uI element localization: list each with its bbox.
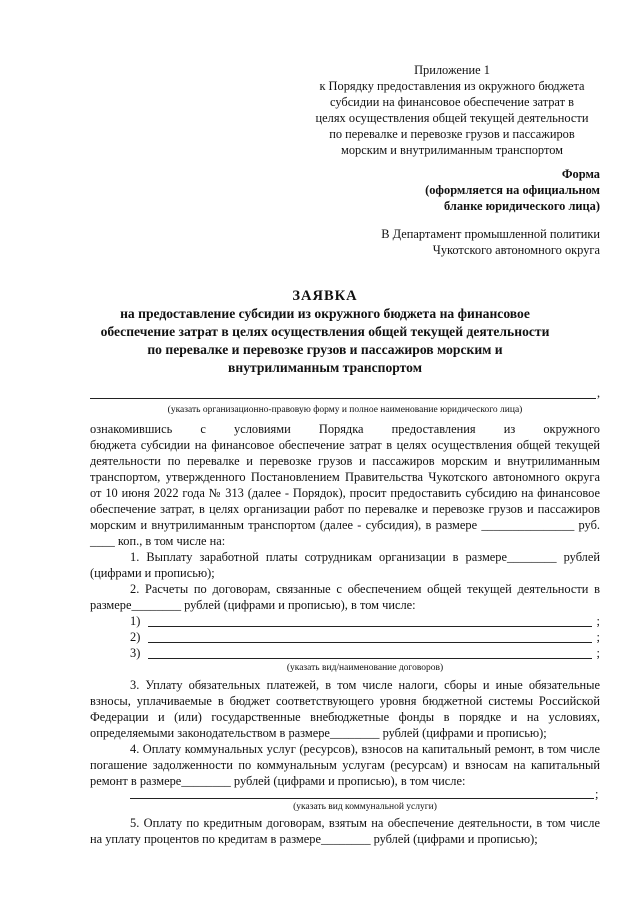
contract-row-end: ; xyxy=(596,630,600,644)
contracts-hint: (указать вид/наименование договоров) xyxy=(286,663,444,673)
contract-row-end: ; xyxy=(596,646,600,660)
title-main: ЗАЯВКА xyxy=(292,288,358,304)
form-note-line: бланке юридического лица) xyxy=(444,199,600,213)
form-note xyxy=(360,166,600,214)
item-4-utilities: 4. Оплату коммунальных услуг (ресурсов), взносов на капитальный ремонт, в том числе погашение задолженности по коммунальным услугам (ресурсам) и взносам на капитальный ремонт в размере________ рублей (цифрами и прописью), в том числе: xyxy=(90,742,600,788)
addressee-line: Чукотского автономного округа xyxy=(432,243,600,257)
title-line: по перевалке и перевозке грузов и пассажиров морским и xyxy=(147,342,503,357)
form-note-line: Форма xyxy=(561,167,600,181)
utility-hint: (указать вид коммунальной услуги) xyxy=(293,802,437,812)
document-title xyxy=(90,287,560,377)
contract-row-number: 3) xyxy=(130,646,141,660)
appendix-line: морским и внутрилиманным транспортом xyxy=(340,143,563,157)
form-note-line: (оформляется на официальном xyxy=(425,183,600,197)
appendix-line: Приложение 1 xyxy=(414,63,490,77)
utility-line-end: ; xyxy=(595,787,599,801)
item-5-loans: 5. Оплату по кредитным договорам, взятым на обеспечение деятельности, в том числе на уплату процентов по кредитам в размере________ рублей (цифрами и прописью); xyxy=(90,816,600,846)
contract-row-end: ; xyxy=(596,614,600,628)
appendix-line: субсидии на финансовое обеспечение затрат в xyxy=(330,95,574,109)
org-line-comma: , xyxy=(597,386,601,400)
contract-row-number: 1) xyxy=(130,614,141,628)
contract-row-number: 2) xyxy=(130,630,141,644)
appendix-line: по перевалке и перевозке грузов и пассажиров xyxy=(329,127,575,141)
appendix-header xyxy=(304,62,600,158)
contract-row-3 xyxy=(130,645,600,661)
title-line: на предоставление субсидии из окружного бюджета на финансовое xyxy=(120,306,530,321)
contract-row-2 xyxy=(130,629,600,645)
appendix-line: к Порядку предоставления из окружного бюджета xyxy=(319,79,585,93)
addressee xyxy=(330,226,600,258)
contract-row-1 xyxy=(130,613,600,629)
utility-type-field[interactable] xyxy=(130,788,594,799)
contract-field-3[interactable] xyxy=(148,645,592,659)
item-2-contracts: 2. Расчеты по договорам, связанные с обеспечением общей текущей деятельности в размере________ рублей (цифрами и прописью), в том числе: xyxy=(90,582,600,612)
appendix-line: целях осуществления общей текущей деятельности xyxy=(315,111,589,125)
org-name-hint: (указать организационно-правовую форму и полное наименование юридического лица) xyxy=(167,405,523,415)
intro-paragraph: бюджета субсидии на финансовое обеспечение затрат в целях осуществления общей текущей деятельности по перевалке и перевозке грузов и пассажиров морским и внутрилиманным транспортом, утвержденного Постановлением Правительства Чукотского автономного округа от 10 июня 2022 года № 313 (далее - Порядок), просит предоставить субсидию на финансовое обеспечение затрат, в целях организации работ по перевалке и перевозке грузов и пассажиров морским и внутрилиманным транспортом (далее - субсидия), в размере _______________ руб. ____ коп., в том числе на: xyxy=(90,438,600,548)
contract-field-1[interactable] xyxy=(148,613,592,627)
addressee-line: В Департамент промышленной политики xyxy=(381,227,600,241)
org-name-field[interactable] xyxy=(90,388,596,399)
item-1-wages: 1. Выплату заработной платы сотрудникам организации в размере________ рублей (цифрами и прописью); xyxy=(90,550,600,580)
title-line: обеспечение затрат в целях осуществления общей текущей деятельности xyxy=(100,324,550,339)
item-3-mandatory-payments: 3. Уплату обязательных платежей, в том числе налоги, сборы и иные обязательные взносы, уплачиваемые в бюджет соответствующего уровня бюджетной системы Российской Федерации и (или) государственные внебюджетные фонды в порядке и на условиях, определяемыми законодательством в размере________ рублей (цифрами и прописью); xyxy=(90,678,600,740)
title-line: внутрилиманным транспортом xyxy=(228,360,422,375)
contract-field-2[interactable] xyxy=(148,629,592,643)
intro-first-line: ознакомившись с условиями Порядка предоставления из окружного xyxy=(90,422,600,436)
